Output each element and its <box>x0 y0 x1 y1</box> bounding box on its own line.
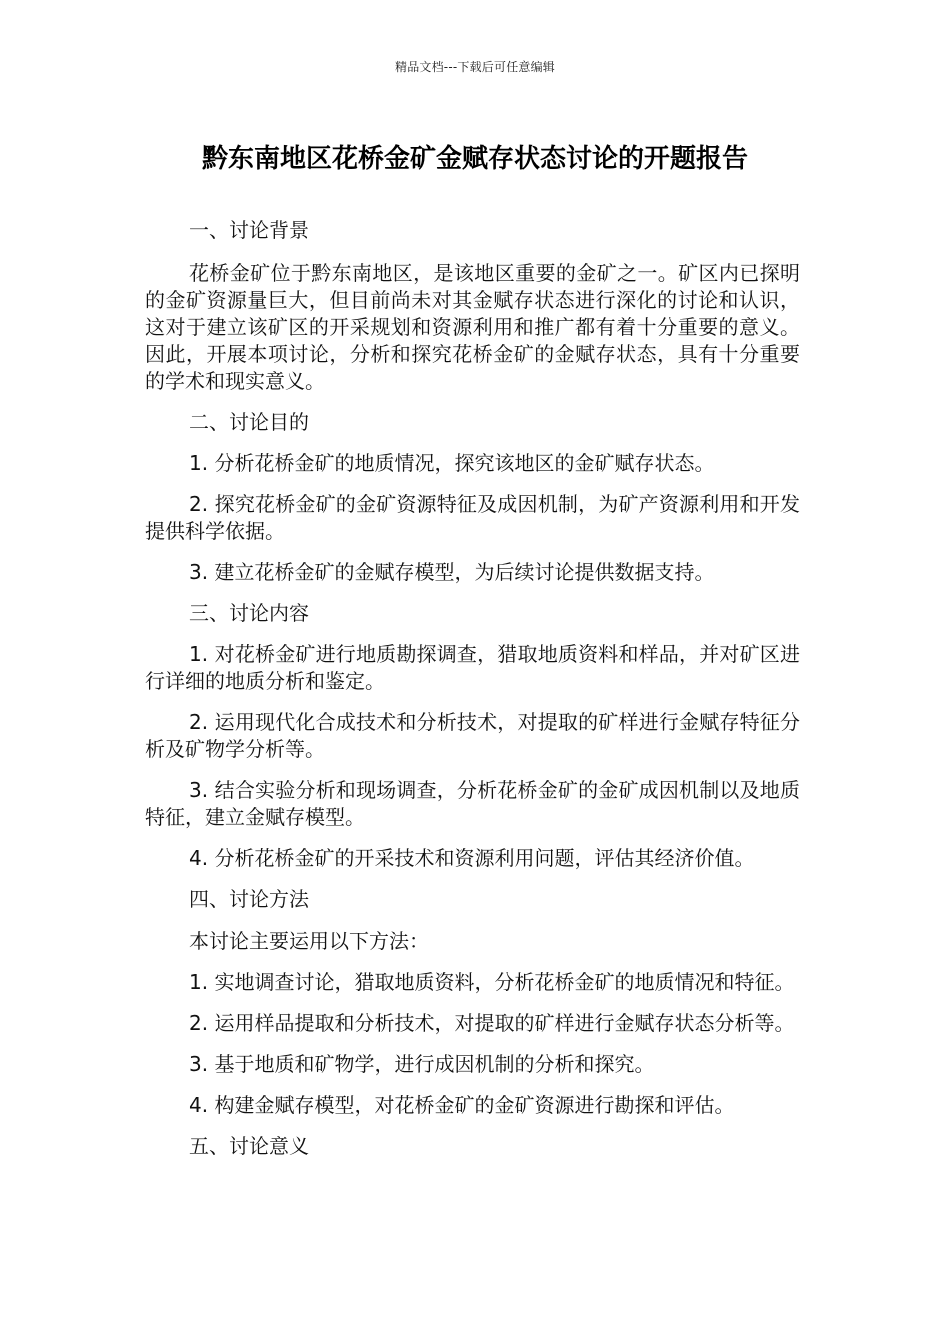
method-item-1: 1. 实地调查讨论，猎取地质资料，分析花桥金矿的地质情况和特征。 <box>189 970 795 994</box>
method-item-4: 4. 构建金赋存模型，对花桥金矿的金矿资源进行勘探和评估。 <box>189 1093 735 1117</box>
paragraph-background: 花桥金矿位于黔东南地区，是该地区重要的金矿之一。矿区内已探明的金矿资源量巨大，但目前尚未对其金赋存状态进行深化的讨论和认识，这对于建立该矿区的开采规划和资源利用和推广都有着十分重要的意义。因此，开展本项讨论，分析和探究花桥金矿的金赋存状态，具有十分重要的学术和现实意义。 <box>145 261 800 393</box>
purpose-item-2: 2. 探究花桥金矿的金矿资源特征及成因机制，为矿产资源利用和开发提供科学依据。 <box>145 492 800 543</box>
content-item-4: 4. 分析花桥金矿的开采技术和资源利用问题，评估其经济价值。 <box>189 846 755 870</box>
section-heading-purpose: 二、讨论目的 <box>189 410 309 434</box>
method-item-3: 3. 基于地质和矿物学，进行成因机制的分析和探究。 <box>189 1052 655 1076</box>
section-heading-background: 一、讨论背景 <box>189 218 309 242</box>
section-heading-method: 四、讨论方法 <box>189 887 309 911</box>
content-item-1: 1. 对花桥金矿进行地质勘探调查，猎取地质资料和样品，并对矿区进行详细的地质分析和鉴定。 <box>145 642 800 693</box>
purpose-item-1: 1. 分析花桥金矿的地质情况，探究该地区的金矿赋存状态。 <box>189 451 715 475</box>
document-title: 黔东南地区花桥金矿金赋存状态讨论的开题报告 <box>201 144 748 174</box>
document-body <box>145 213 800 1160</box>
content-item-3: 3. 结合实验分析和现场调查，分析花桥金矿的金矿成因机制以及地质特征，建立金赋存模型。 <box>145 778 800 829</box>
method-item-2: 2. 运用样品提取和分析技术，对提取的矿样进行金赋存状态分析等。 <box>189 1011 795 1035</box>
purpose-item-3: 3. 建立花桥金矿的金赋存模型，为后续讨论提供数据支持。 <box>189 560 715 584</box>
method-intro: 本讨论主要运用以下方法： <box>189 929 429 953</box>
content-item-2: 2. 运用现代化合成技术和分析技术，对提取的矿样进行金赋存特征分析及矿物学分析等。 <box>145 710 800 761</box>
section-heading-significance: 五、讨论意义 <box>189 1134 309 1158</box>
header-note: 精品文档---下载后可任意编辑 <box>395 60 555 74</box>
section-heading-content: 三、讨论内容 <box>189 601 309 625</box>
